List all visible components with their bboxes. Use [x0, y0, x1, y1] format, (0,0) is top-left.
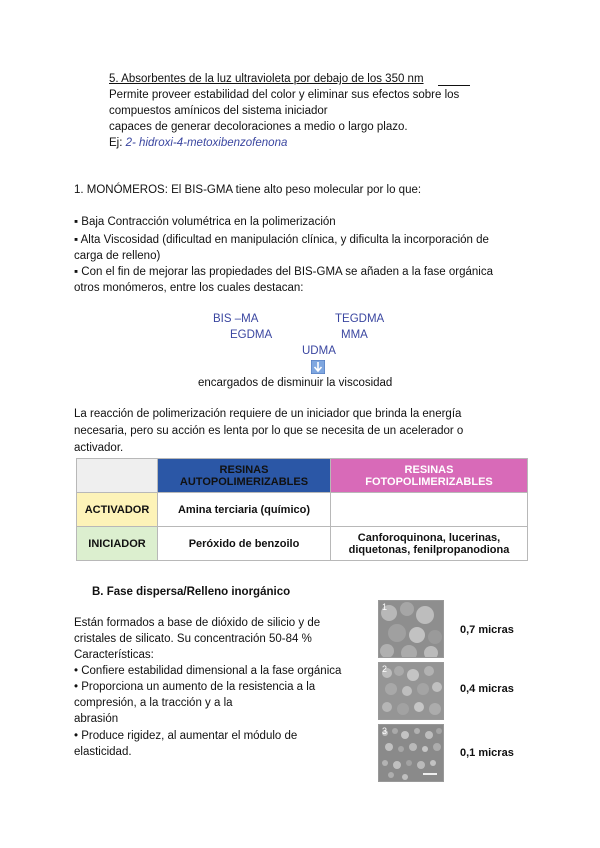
header-foto-line2: FOTOPOLIMERIZABLES	[365, 475, 493, 488]
cell-iniciador-foto-line1: Canforoquinona, lucerinas,	[357, 531, 501, 544]
resin-table	[76, 458, 528, 561]
monomers-bullet2b: carga de relleno)	[74, 250, 161, 262]
filler-line8: • Produce rigidez, al aumentar el módulo de	[74, 730, 298, 742]
micrograph-label: 0,4 micras	[460, 683, 514, 695]
cell-iniciador-foto	[331, 527, 528, 561]
example-label: Ej:	[109, 137, 123, 149]
polymerization-line2: necesaria, pero su acción es lenta por lo que se necesita de un acelerador o	[74, 425, 464, 437]
filler-heading: B. Fase dispersa/Relleno inorgánico	[92, 586, 291, 598]
monomers-heading: 1. MONÓMEROS: El BIS-GMA tiene alto peso molecular por lo que:	[74, 184, 422, 196]
cell-iniciador-auto: Peróxido de benzoilo	[158, 527, 331, 561]
monomers-bullet3a: ▪ Con el fin de mejorar las propiedades del BIS-GMA se añaden a la fase orgánica	[74, 266, 493, 278]
monomers-purpose: encargados de disminuir la viscosidad	[198, 377, 393, 389]
micrograph-label: 0,7 micras	[460, 624, 514, 636]
monomers-bullet1: ▪ Baja Contracción volumétrica en la polimerización	[74, 216, 336, 228]
monomer-udma: UDMA	[302, 345, 336, 357]
cell-activador-foto	[331, 493, 528, 527]
filler-line9: elasticidad.	[74, 746, 132, 758]
micrograph-number: 2	[382, 664, 388, 674]
example-value: 2- hidroxi-4-metoxibenzofenona	[125, 137, 288, 149]
micrograph-number: 1	[382, 602, 388, 612]
monomer-tegdma: TEGDMA	[335, 313, 385, 325]
header-autopolimerizables	[158, 459, 331, 493]
section5-example	[109, 135, 287, 151]
monomers-bullet2a: ▪ Alta Viscosidad (dificultad en manipulación clínica, y dificulta la incorporación de	[74, 234, 489, 246]
header-fotopolimerizables	[331, 459, 528, 493]
section5-title: 5. Absorbentes de la luz ultravioleta por debajo de los 350 nm	[109, 73, 424, 85]
header-auto-line2: AUTOPOLIMERIZABLES	[179, 475, 309, 488]
monomer-egdma: EGDMA	[230, 329, 273, 341]
filler-line4: • Confiere estabilidad dimensional a la fase orgánica	[74, 665, 342, 677]
micrograph-image	[379, 601, 443, 657]
arrow-down-icon	[311, 360, 325, 374]
row-label-iniciador: INICIADOR	[77, 527, 158, 561]
filler-line2: cristales de silicato. Su concentración 50-84 %	[74, 633, 312, 645]
title-underline-extension	[438, 85, 470, 86]
micrograph-1	[378, 600, 444, 658]
cell-activador-auto: Amina terciaria (químico)	[158, 493, 331, 527]
cell-iniciador-foto-line2: diquetonas, fenilpropanodiona	[348, 543, 510, 556]
micrograph-2	[378, 662, 444, 720]
monomers-bullet3b: otros monómeros, entre los cuales destacan:	[74, 282, 304, 294]
micrograph-image	[379, 663, 443, 719]
row-label-activador: ACTIVADOR	[77, 493, 158, 527]
section5-line2: compuestos amínicos del sistema iniciador	[109, 105, 328, 117]
polymerization-line3: activador.	[74, 442, 124, 454]
filler-line6: compresión, a la tracción y a la	[74, 697, 233, 709]
header-auto-line1: RESINAS	[219, 463, 269, 476]
header-foto-line1: RESINAS	[404, 463, 454, 476]
micrograph-3	[378, 724, 444, 782]
monomer-mma: MMA	[341, 329, 368, 341]
table-corner	[77, 459, 158, 493]
filler-line7: abrasión	[74, 713, 119, 725]
filler-line5: • Proporciona un aumento de la resistencia a la	[74, 681, 316, 693]
section5-line3: capaces de generar decoloraciones a medio o largo plazo.	[109, 121, 408, 133]
filler-line3: Características:	[74, 649, 154, 661]
monomer-bisma: BIS –MA	[213, 313, 259, 325]
polymerization-line1: La reacción de polimerización requiere de un iniciador que brinda la energía	[74, 408, 462, 420]
section5-line1: Permite proveer estabilidad del color y eliminar sus efectos sobre los	[109, 89, 460, 101]
micrograph-number: 3	[382, 726, 388, 736]
micrograph-image	[379, 725, 443, 781]
filler-line1: Están formados a base de dióxido de silicio y de	[74, 617, 321, 629]
micrograph-label: 0,1 micras	[460, 747, 514, 759]
